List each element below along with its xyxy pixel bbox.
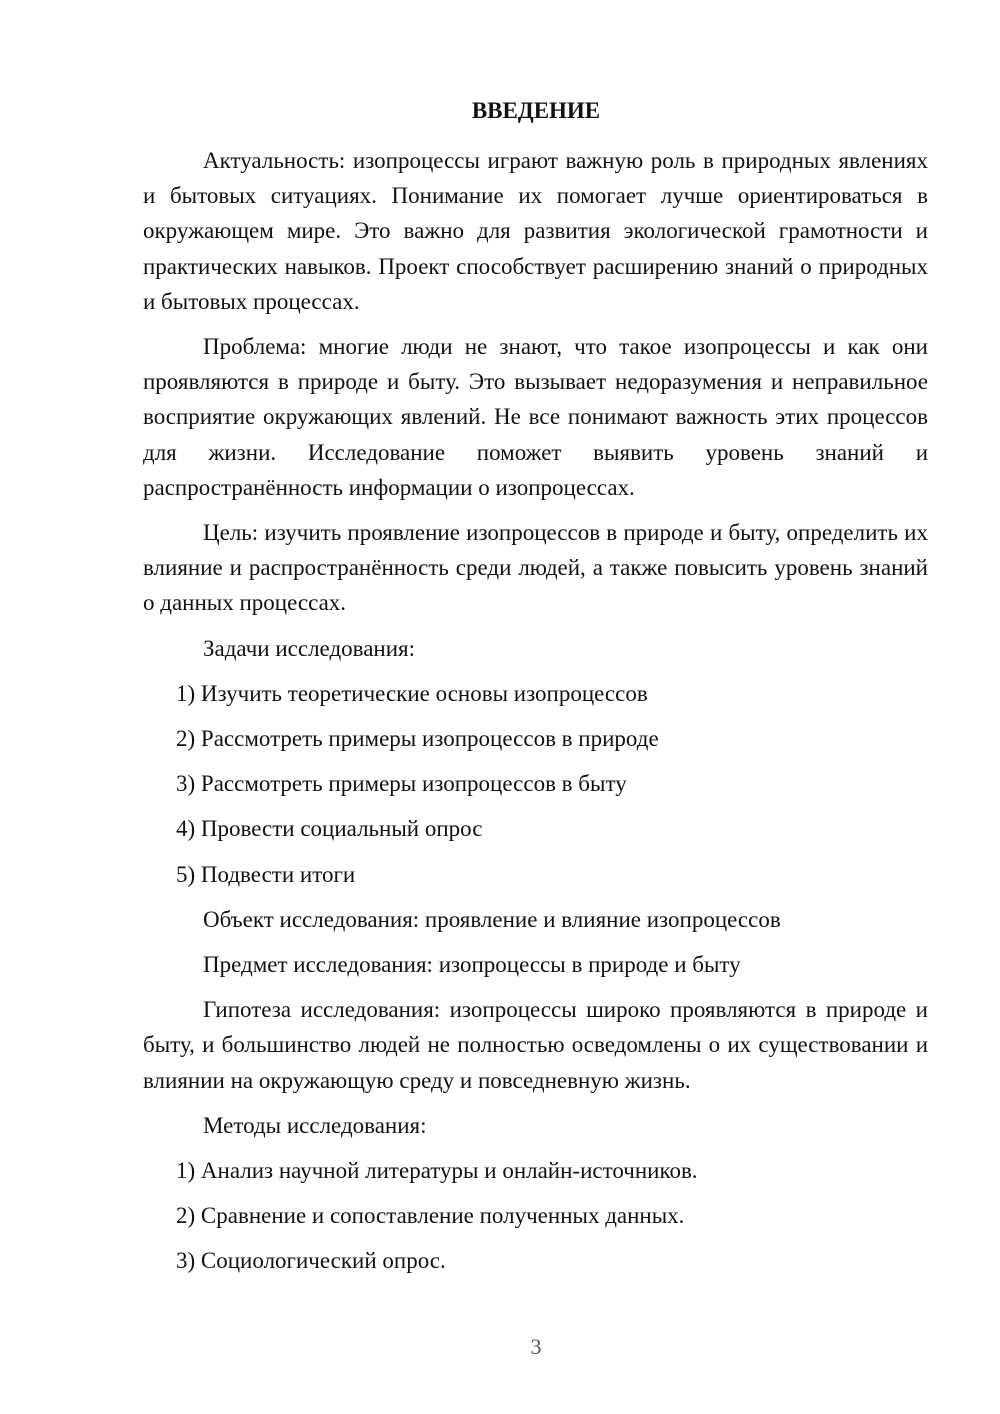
task-item-1: 1) Изучить теоретические основы изопроцессов [176,680,648,706]
task-item-2: 2) Рассмотреть примеры изопроцессов в природе [176,726,659,752]
page-title: ВВЕДЕНИЕ [471,98,601,123]
methods-title: Методы исследования: [203,1112,427,1138]
relevance-paragraph: Актуальность: изопроцессы играют важную роль в природных явлениях и бытовых ситуациях. Понимание их помогает лучше ориентироваться в окружающем мире. Это важно для развития экологической грамотности и практических навыков. Проект способствует расширению знаний о природных и бытовых процессах. [143,148,928,314]
subject-paragraph: Предмет исследования: изопроцессы в природе и быту [203,952,741,978]
object-paragraph: Объект исследования: проявление и влияние изопроцессов [203,906,781,932]
problem-paragraph: Проблема: многие люди не знают, что такое изопроцессы и как они проявляются в природе и быту. Это вызывает недоразумения и неправильное восприятие окружающих явлений. Не все понимают важность этих процессов для жизни. Исследование поможет выявить уровень знаний и распространённость информации о изопроцессах. [143,334,928,500]
goal-paragraph: Цель: изучить проявление изопроцессов в природе и быту, определить их влияние и распространённость среди людей, а также повысить уровень знаний о данных процессах. [143,520,928,616]
hypothesis-paragraph: Гипотеза исследования: изопроцессы широко проявляются в природе и быту, и большинство людей не полностью осведомлены о их существовании и влиянии на окружающую среду и повседневную жизнь. [143,997,928,1093]
document-body [143,143,928,1289]
task-item-4: 4) Провести социальный опрос [176,816,483,842]
method-item-2: 2) Сравнение и сопоставление полученных данных. [176,1203,685,1229]
tasks-title: Задачи исследования: [203,635,416,661]
task-item-5: 5) Подвести итоги [176,861,356,887]
page-number: 3 [530,1334,542,1359]
task-item-3: 3) Рассмотреть примеры изопроцессов в быту [176,771,627,797]
method-item-3: 3) Социологический опрос. [176,1248,446,1274]
method-item-1: 1) Анализ научной литературы и онлайн-источников. [176,1158,698,1184]
